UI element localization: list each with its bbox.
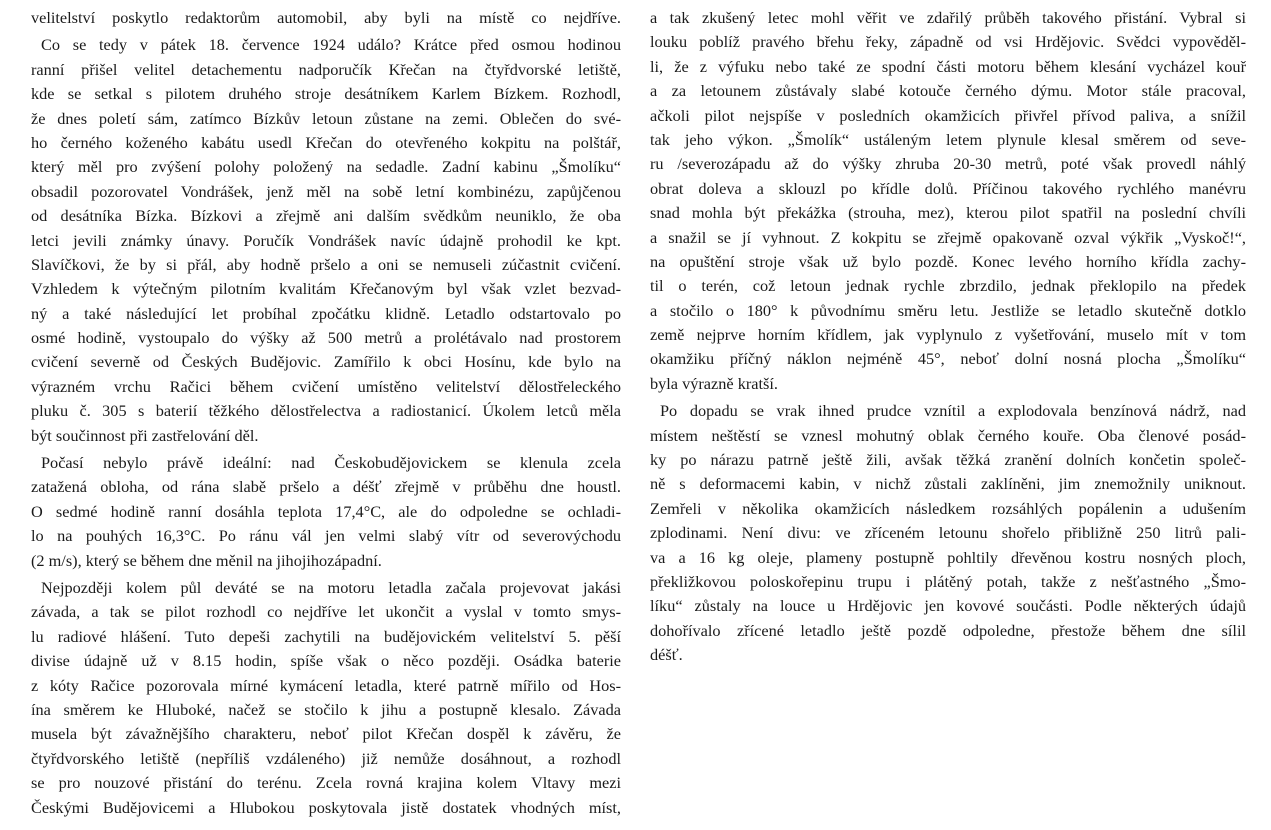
text-line: závada, a tak se pilot rozhodl co nejdříve let ukončit a vyslal v tomto smys-: [31, 602, 621, 622]
paragraph: [31, 6, 621, 30]
text-line: a za letounem zůstávaly slabé kotouče černého dýmu. Motor stále pracoval,: [650, 81, 1246, 101]
text-line: cvičení severně od Českých Budějovic. Zamířilo k obci Hosínu, kde bylo na: [31, 352, 621, 372]
text-line: ačkoli pilot nejspíše v posledních okamžicích přivřel přívod paliva, a snížil: [650, 105, 1246, 125]
paragraph: [650, 399, 1246, 667]
text-line: ína směrem ke Hluboké, načež se stočilo k jihu a postupně klesalo. Závada: [31, 699, 621, 719]
text-line: pluku č. 305 s baterií těžkého dělostřelectva a radiostanicí. Úkolem letců měla: [31, 401, 621, 421]
text-line: Počasí nebylo právě ideální: nad Českobudějovickem se klenula zcela: [41, 453, 621, 473]
text-line: lo na pouhých 16,3°C. Po ránu vál jen velmi slabý vítr od severovýchodu: [31, 526, 621, 546]
text-line: ru /severozápadu až do výšky zhruba 20-30 metrů, poté však provedl náhlý: [650, 154, 1246, 174]
text-line: obsadil pozorovatel Vondrášek, jenž měl na sobě letní kombinézu, zapůjčenou: [31, 181, 621, 201]
text-line: od desátníka Bízka. Bízkovi a zřejmě ani dalším svědkům neuniklo, že oba: [31, 206, 621, 226]
text-line: lu radiové hlášení. Tuto depeši zachytili na budějovickém velitelství 5. pěší: [31, 626, 621, 646]
text-line: zplodinami. Není divu: ve zříceném letounu shořelo přibližně 250 litrů pali-: [650, 523, 1246, 543]
paragraph: [31, 576, 621, 820]
text-line: li, že z výfuku nebo také ze spodní části motoru během klesání vycházel kouř: [650, 56, 1246, 76]
text-line: letci jevili známky únavy. Poručík Vondrášek navíc údajně prohodil ke kpt.: [31, 230, 621, 250]
left-column: [31, 6, 621, 820]
text-line: čtyřdvorského letiště (nepříliš vzdáleného) již nemůže dosáhnout, a rozhodl: [31, 748, 621, 768]
text-line: Po dopadu se vrak ihned prudce vznítil a explodovala benzínová nádrž, nad: [660, 401, 1246, 421]
paragraph: [31, 33, 621, 448]
text-line: že dnes poletí sám, zatímco Bízkův letoun zůstane na zemi. Oblečen do své-: [31, 108, 621, 128]
text-line: Českými Budějovicemi a Hlubokou poskytovala jistě dostatek vhodných míst,: [31, 797, 621, 817]
text-line: byla výrazně kratší.: [650, 373, 778, 393]
text-line: dohořívalo zřícené letadlo ještě pozdě odpoledne, přestože během dne sílil: [650, 620, 1246, 640]
text-line: a tak zkušený letec mohl věřit ve zdařilý průběh takového přistání. Vybral si: [650, 8, 1246, 27]
text-line: Slavíčkovi, že by si přál, aby hodně pršelo a oni se nemuseli zúčastnit cvičení.: [31, 254, 621, 274]
text-line: osmé hodině, vystoupalo do výšky až 500 metrů a prolétávalo nad prostorem: [31, 328, 621, 348]
text-line: ho černého koženého kabátu usedl Křečan do otevřeného kokpitu na polštář,: [31, 132, 621, 152]
text-line: louku poblíž pravého břehu řeky, západně od vsi Hrdějovic. Svědci vypověděl-: [650, 32, 1246, 52]
text-line: déšť.: [650, 645, 683, 665]
text-line: a snažil se jí vyhnout. Z kokpitu se zřejmě opakovaně ozval výkřik „Vyskoč!“,: [650, 227, 1246, 247]
text-line: z kóty Račice pozorovala mírné kymácení letadla, které patrně mířilo od Hos-: [31, 675, 621, 695]
text-line: výrazném vrchu Račici během cvičení umístěno velitelství dělostřeleckého: [31, 376, 621, 396]
text-line: musela být závažnějšího charakteru, neboť pilot Křečan dospěl k závěru, že: [31, 724, 621, 744]
text-line: země nejprve horním křídlem, jak vyplynulo z vyšetřování, muselo mít v tom: [650, 325, 1246, 345]
text-line: divise údajně už v 8.15 hodin, spíše však o něco později. Osádka baterie: [31, 651, 621, 671]
text-line: ranní přišel velitel detachementu nadporučík Křečan na čtyřdvorské letiště,: [31, 59, 621, 79]
text-line: překližkovou poloskořepinu trupu i plátěný potah, takže z nešťastného „Šmo-: [650, 571, 1246, 591]
text-line: va a 16 kg oleje, plameny postupně pohltily dřevěnou kostru nosných ploch,: [650, 547, 1246, 567]
text-line: na opuštění stroje však už bylo pozdě. Konec levého horního křídla zachy-: [650, 251, 1246, 271]
text-line: se pro nouzové přistání do terénu. Zcela rovná krajina kolem Vltavy mezi: [31, 773, 621, 793]
text-line: O sedmé hodině ranní dosáhla teplota 17,4°C, ale do odpoledne se ochladi-: [31, 501, 621, 521]
text-line: ky po nárazu patrně ještě žili, avšak těžká zranění dolních končetin společ-: [650, 450, 1246, 470]
text-line: být součinnost při zastřelování děl.: [31, 425, 259, 445]
right-column: [650, 6, 1246, 668]
text-line: obrat doleva a sklouzl po křídle dolů. Příčinou takového rychlého manévru: [650, 178, 1246, 198]
text-line: til o terén, což letoun jednak rychle zbrzdilo, jednak překlopilo na předek: [650, 276, 1246, 296]
text-line: kde se setkal s pilotem druhého stroje desátníkem Karlem Bízkem. Rozhodl,: [31, 84, 621, 104]
text-line: ný a také následující let probíhal zpočátku klidně. Letadlo odstartovalo po: [31, 303, 621, 323]
text-line: velitelství poskytlo redaktorům automobil, aby byli na místě co nejdříve.: [31, 8, 621, 27]
text-line: který měl pro zvýšení polohy položený na sedadle. Zadní kabinu „Šmolíku“: [31, 157, 621, 177]
text-line: líku“ zůstaly na louce u Hrdějovic jen kovové součásti. Podle některých údajů: [650, 596, 1246, 616]
text-line: snad mohla být překážka (strouha, mez), kterou pilot spatřil na poslední chvíli: [650, 203, 1246, 223]
text-line: Co se tedy v pátek 18. července 1924 událo? Krátce před osmou hodinou: [41, 35, 621, 55]
text-line: Nejpozději kolem půl deváté se na motoru letadla začala projevovat jakási: [41, 577, 621, 597]
text-line: a stočilo o 180° k původnímu směru letu. Jestliže se letadlo skutečně dotklo: [650, 300, 1246, 320]
paragraph: [31, 451, 621, 573]
text-line: ně s deformacemi kabin, v nichž zůstali zaklíněni, jim znemožnily uniknout.: [650, 474, 1246, 494]
text-line: tak jeho výkon. „Šmolík“ ustáleným letem plynule klesal směrem od seve-: [650, 129, 1246, 149]
text-line: Zemřeli v několika okamžicích následkem rozsáhlých popálenin a udušením: [650, 498, 1246, 518]
text-line: Vzhledem k výtečným pilotním kvalitám Křečanovým byl však vzlet bezvad-: [31, 279, 621, 299]
text-line: zatažená obloha, od rána slabě pršelo a déšť zřejmě v průběhu dne houstl.: [31, 477, 621, 497]
text-line: (2 m/s), který se během dne měnil na jihojihozápadní.: [31, 550, 382, 570]
text-line: místem neštěstí se vznesl mohutný oblak černého kouře. Oba členové posád-: [650, 425, 1246, 445]
text-line: okamžiku příčný náklon nejméně 45°, neboť dolní nosná plocha „Šmolíku“: [650, 349, 1246, 369]
paragraph: [650, 6, 1246, 396]
